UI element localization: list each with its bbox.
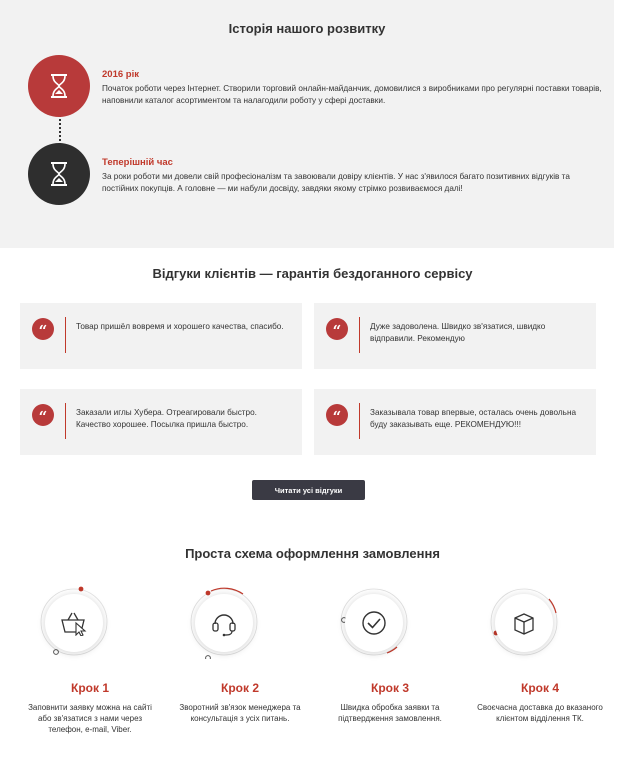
step-description: Своєчасна доставка до вказаного клієнтом відділення ТК. <box>477 703 603 723</box>
step-description: Зворотний зв'язок менеджера та консультація з усіх питань. <box>179 703 301 723</box>
review-divider <box>359 317 360 353</box>
review-card <box>314 303 596 369</box>
history-circle <box>28 143 90 205</box>
history-circle <box>28 55 90 117</box>
quote-icon: “ <box>32 318 54 340</box>
step-icon-circle <box>195 594 253 652</box>
box-icon <box>511 610 537 636</box>
headset-icon <box>210 609 238 637</box>
review-card <box>314 389 596 455</box>
step-icon-circle <box>45 594 103 652</box>
review-text: Товар пришёл вовремя и хорошего качества, спасибо. <box>76 322 284 331</box>
history-description: Початок роботи через Інтернет. Створили торговий онлайн-майданчик, домовилися з виробниками про регулярні поставки товарів, наповнили каталог асортиментом та налагодили роботу у сфері доставки. <box>102 84 602 105</box>
review-card <box>20 303 302 369</box>
review-text: Заказали иглы Хубера. Отреагировали быстро. Качество хорошее. Посылка пришла быстро. <box>76 408 257 429</box>
hourglass-icon <box>48 161 70 187</box>
history-year: Теперішній час <box>102 157 173 168</box>
step-label: Крок 1 <box>71 681 109 695</box>
review-divider <box>65 403 66 439</box>
history-description: За роки роботи ми довели свій професіоналізм та завоювали довіру клієнтів. У нас з'явилося багато позитивних відгуків та постійних покупців. А головне — ми набули досвіду, завдяки якому стрімко розвиваємося далі! <box>102 172 570 193</box>
reviews-title: Відгуки клієнтів — гарантія бездоганного сервісу <box>152 266 473 281</box>
steps-title: Проста схема оформлення замовлення <box>185 546 440 561</box>
step-description: Швидка обробка заявки та підтвердження замовлення. <box>338 703 442 723</box>
review-divider <box>359 403 360 439</box>
quote-icon: “ <box>326 404 348 426</box>
history-section <box>0 0 614 248</box>
history-year: 2016 рік <box>102 69 139 80</box>
step-label: Крок 2 <box>221 681 259 695</box>
step-icon-circle <box>345 594 403 652</box>
step-description: Заповнити заявку можна на сайті або зв'язатися з нами через телефон, e-mail, Viber. <box>28 703 152 734</box>
hourglass-icon <box>48 73 70 99</box>
review-text: Дуже задоволена. Швидко зв'язатися, швидко відправили. Рекомендую <box>370 322 546 343</box>
quote-icon: “ <box>326 318 348 340</box>
review-card <box>20 389 302 455</box>
check-circle-icon <box>360 609 388 637</box>
review-divider <box>65 317 66 353</box>
read-all-reviews-button[interactable]: Читати усі відгуки <box>252 480 365 500</box>
step-label: Крок 4 <box>521 681 559 695</box>
review-text: Заказывала товар впервые, осталась очень довольна буду заказывать еще. РЕКОМЕНДУЮ!!! <box>370 408 577 429</box>
basket-cursor-icon <box>59 610 89 636</box>
history-title: Історія нашого розвитку <box>228 21 386 36</box>
step-icon-circle <box>495 594 553 652</box>
step-label: Крок 3 <box>371 681 409 695</box>
quote-icon: “ <box>32 404 54 426</box>
